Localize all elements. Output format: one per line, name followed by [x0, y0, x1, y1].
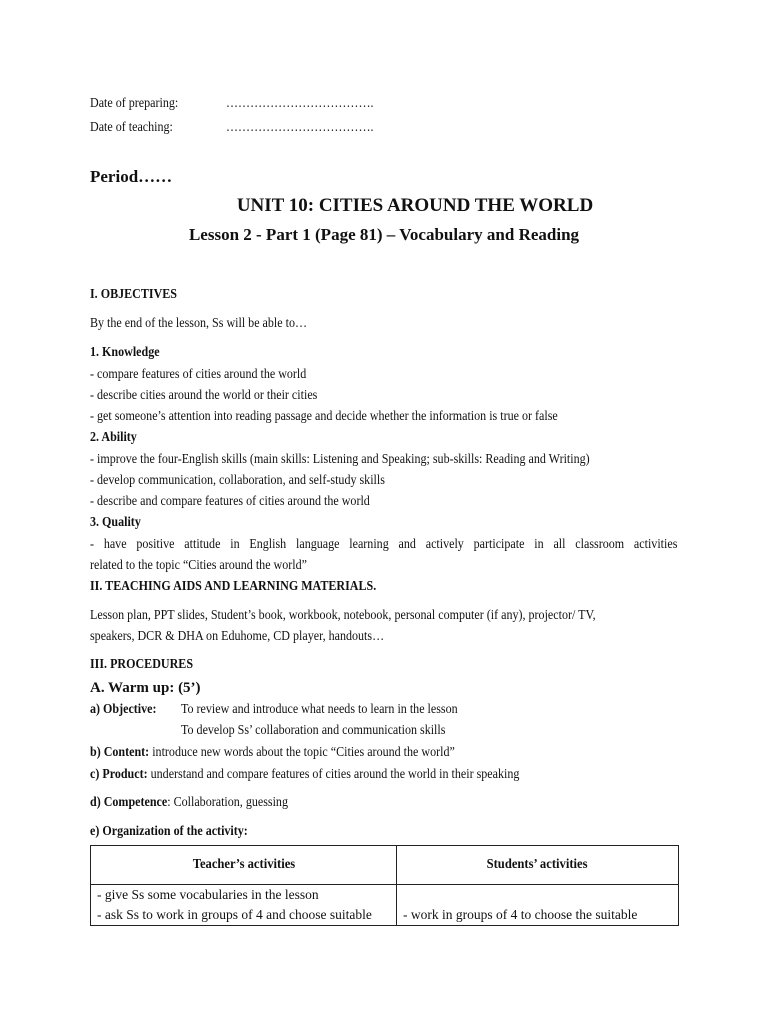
date-teaching-label: Date of teaching:: [90, 120, 173, 135]
list-item: - describe and compare features of cities around the world: [90, 494, 370, 509]
table-header-row: [91, 846, 679, 885]
teacher-cell: [91, 885, 397, 926]
date-teaching-value: ……………………………….: [226, 120, 374, 135]
teacher-line: - ask Ss to work in groups of 4 and choose suitable: [97, 907, 372, 922]
competence-text: : Collaboration, guessing: [167, 795, 288, 810]
objectives-heading: I. OBJECTIVES: [90, 287, 177, 302]
organization-heading: e) Organization of the activity:: [90, 824, 248, 839]
lesson-subtitle: Lesson 2 - Part 1 (Page 81) – Vocabulary and Reading: [188, 225, 580, 244]
competence-line: [90, 795, 288, 811]
teacher-header-text: Teacher’s activities: [192, 857, 295, 872]
content-label: b) Content:: [90, 745, 150, 760]
teacher-line: - give Ss some vocabularies in the lesson: [97, 887, 319, 902]
objective-text: To review and introduce what needs to learn in the lesson: [181, 702, 458, 717]
activity-table: [90, 845, 679, 926]
list-item: - improve the four-English skills (main skills: Listening and Speaking; sub-skills: Reading and Writing): [90, 452, 590, 467]
list-item: - develop communication, collaboration, and self-study skills: [90, 473, 385, 488]
objectives-intro: By the end of the lesson, Ss will be able to…: [90, 316, 308, 331]
list-item: - get someone’s attention into reading passage and decide whether the information is true or false: [90, 409, 558, 424]
objective-text: To develop Ss’ collaboration and communication skills: [181, 723, 446, 738]
quality-line: related to the topic “Cities around the world”: [90, 558, 307, 573]
quality-heading: 3. Quality: [90, 515, 141, 530]
list-item: - describe cities around the world or their cities: [90, 388, 318, 403]
period-label: Period……: [90, 167, 173, 186]
list-item: - compare features of cities around the world: [90, 367, 307, 382]
product-text: understand and compare features of cities around the world in their speaking: [150, 767, 520, 782]
content-line: [90, 745, 455, 761]
teacher-column-header: [91, 846, 397, 885]
product-label: c) Product:: [90, 767, 148, 782]
table-row: [91, 885, 679, 926]
unit-title: UNIT 10: CITIES AROUND THE WORLD: [236, 195, 594, 216]
warmup-heading: A. Warm up: (5’): [90, 680, 201, 696]
aids-line: Lesson plan, PPT slides, Student’s book, workbook, notebook, personal computer (if any), projector/ TV,: [90, 608, 596, 623]
aids-heading: II. TEACHING AIDS AND LEARNING MATERIALS.: [90, 579, 377, 594]
objective-label: a) Objective:: [90, 702, 157, 717]
student-cell: [397, 885, 679, 926]
ability-heading: 2. Ability: [90, 430, 137, 445]
date-preparing-value: ……………………………….: [226, 96, 374, 111]
content-text: introduce new words about the topic “Cities around the world”: [152, 745, 455, 760]
student-line: - work in groups of 4 to choose the suitable: [403, 907, 638, 922]
students-header-text: Students’ activities: [487, 857, 588, 872]
competence-label: d) Competence: [90, 795, 168, 810]
quality-line: - have positive attitude in English language learning and actively participate in all classroom activities: [90, 537, 678, 552]
date-preparing-label: Date of preparing:: [90, 96, 179, 111]
knowledge-heading: 1. Knowledge: [90, 345, 160, 360]
product-line: [90, 767, 519, 783]
procedures-heading: III. PROCEDURES: [90, 657, 194, 672]
aids-line: speakers, DCR & DHA on Eduhome, CD player, handouts…: [90, 629, 385, 644]
students-column-header: [397, 846, 679, 885]
